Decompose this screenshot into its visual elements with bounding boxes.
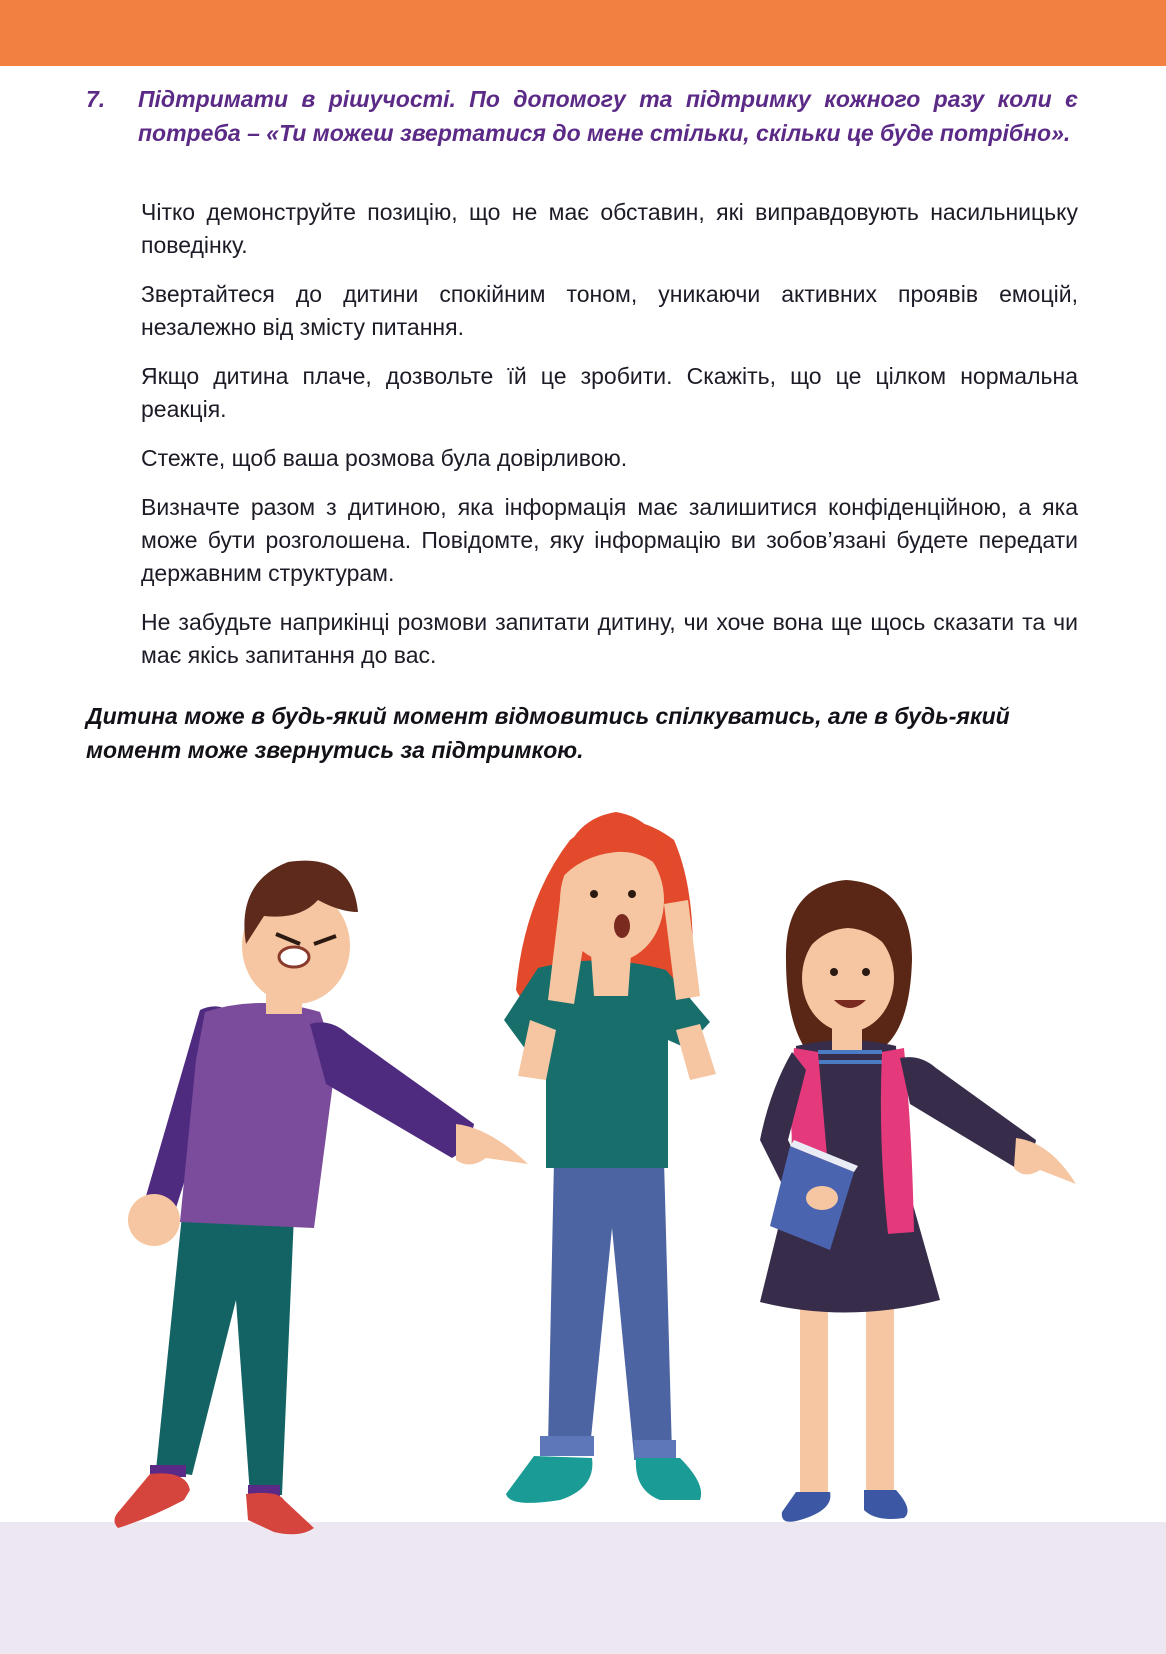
advice-paragraphs bbox=[141, 196, 1078, 688]
header-bar bbox=[0, 0, 1166, 66]
closing-statement: Дитина може в будь-який момент відмовитись спілкуватись, але в будь-який момент може звернутись за підтримкою. bbox=[86, 703, 1010, 763]
advice-paragraph: Звертайтеся до дитини спокійним тоном, уникаючи активних проявів емоцій, незалежно від змісту питання. bbox=[141, 281, 1078, 340]
advice-paragraph: Якщо дитина плаче, дозвольте їй це зробити. Скажіть, що це цілком нормальна реакція. bbox=[141, 363, 1078, 422]
angry-boy-figure bbox=[114, 861, 528, 1535]
item-text: Підтримати в рішучості. По допомогу та підтримку кожного разу коли є потреба – «Ти можеш звертатися до мене стільки, скільки це буде потрібно». bbox=[138, 86, 1078, 146]
advice-paragraph: Не забудьте наприкінці розмови запитати дитину, чи хоче вона ще щось сказати та чи має якісь запитання до вас. bbox=[141, 609, 1078, 668]
shocked-girl-figure bbox=[504, 812, 716, 1503]
advice-paragraph: Визначте разом з дитиною, яка інформація має залишитися конфіденційною, а яка може бути розголошена. Повідомте, яку інформацію ви зобов’язані будете передати державним структурам. bbox=[141, 494, 1078, 586]
numbered-item-7 bbox=[86, 82, 1078, 150]
item-number: 7. bbox=[86, 86, 106, 112]
advice-paragraph: Чітко демонструйте позицію, що не має обставин, які виправдовують насильницьку поведінку. bbox=[141, 199, 1078, 258]
smiling-girl-figure bbox=[760, 880, 1076, 1522]
advice-paragraph: Стежте, щоб ваша розмова була довірливою. bbox=[141, 445, 628, 471]
children-illustration bbox=[0, 790, 1166, 1654]
